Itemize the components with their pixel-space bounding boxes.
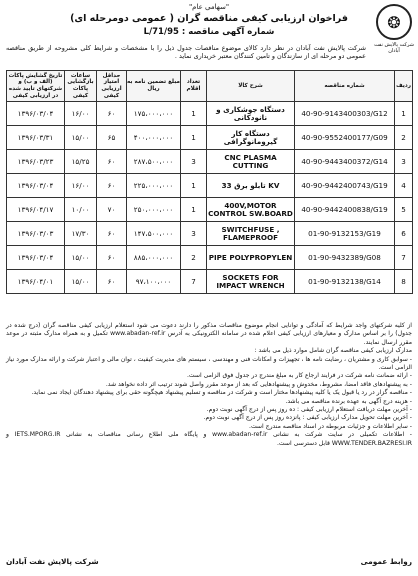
body-paragraph: - به پیشنهادهای فاقد امضا، مشروط، مخدوش و پیشنهادهایی که بعد از موعد مقرر واصل شوند ترتیب اثر داده نخواهد شد. — [105, 380, 412, 388]
item-quantity: 1 — [181, 102, 207, 126]
opening-date: ۱۳۹۶/۰۳/۰۴ — [7, 246, 65, 270]
tender-table — [6, 70, 413, 294]
item-quantity: 1 — [181, 126, 207, 150]
row-number: 2 — [395, 126, 413, 150]
item-quantity: 3 — [181, 222, 207, 246]
item-quantity: 1 — [181, 174, 207, 198]
opening-time: ۱۵/۰۰ — [65, 126, 97, 150]
min-score: ۷۰ — [97, 198, 127, 222]
table-row — [7, 174, 413, 198]
table-row — [7, 126, 413, 150]
header-cell: شرح کالا — [207, 71, 295, 102]
min-score: ۶۰ — [97, 150, 127, 174]
header-cell: تاریخ گشایش پاکات (الف و ب) و شرکتهای تایید شده در ارزیابی کیفی — [7, 71, 65, 102]
min-score: ۶۰ — [97, 102, 127, 126]
row-number: 7 — [395, 246, 413, 270]
body-paragraph: مدارک ارزیابی کیفی مناقصه گران شامل موارد ذیل می باشد : — [254, 347, 412, 355]
flame-icon: ❂ — [387, 12, 401, 32]
table-row — [7, 198, 413, 222]
row-number: 1 — [395, 102, 413, 126]
item-quantity: 7 — [181, 270, 207, 294]
min-score: ۶۰ — [97, 174, 127, 198]
opening-time: ۱۵/۰۰ — [65, 246, 97, 270]
guarantee-amount: ۱۴۷،۵۰۰،۰۰۰ — [127, 222, 181, 246]
tender-number: 40-90-9442400743/G19 — [295, 174, 395, 198]
notice-number: شماره آگهی مناقصه : 95/L/71 — [143, 27, 275, 37]
opening-time: ۱۷/۳۰ — [65, 222, 97, 246]
opening-time: ۱۵/۰۰ — [65, 270, 97, 294]
table-row — [7, 246, 413, 270]
guarantee-amount: ۲۸۷،۵۰۰،۰۰۰ — [127, 150, 181, 174]
body-paragraph: - ارائه ضمانت نامه شرکت در فرایند ارجاع کار به مبلغ مندرج در جدول فوق الزامی است. — [186, 372, 412, 380]
table-row — [7, 270, 413, 294]
guarantee-amount: ۹۷،۱۰۰،۰۰۰ — [127, 270, 181, 294]
notice-body — [6, 322, 412, 448]
guarantee-amount: ۱۷۵،۰۰۰،۰۰۰ — [127, 102, 181, 126]
opening-time: ۱۰/۰۰ — [65, 198, 97, 222]
tender-number: 40-90-9443400372/G14 — [295, 150, 395, 174]
row-number: 3 — [395, 150, 413, 174]
notice-title: فراخوان ارزیابی کیفی مناقصه گران ( عمومی دومرحله ای) — [70, 13, 348, 24]
opening-date: ۱۳۹۶/۰۴/۰۱ — [7, 270, 65, 294]
tender-number: 40-90-9442400838/G19 — [295, 198, 395, 222]
item-description: 400V,MOTOR CONTROL SW.BOARD — [207, 198, 295, 222]
tender-number: 01-90-9432389/G08 — [295, 246, 395, 270]
item-description: دستگاه جوشکاری و نانودکانی — [207, 102, 295, 126]
header-cell: مبلغ تضمین نامه به ریال — [127, 71, 181, 102]
item-description: PIPE POLYPROPYLEN — [207, 246, 295, 270]
opening-date: ۱۳۹۶/۰۴/۱۷ — [7, 198, 65, 222]
tender-number: 01-90-9132138/G14 — [295, 270, 395, 294]
body-paragraph: - اطلاعات تکمیلی در سایت شرکت به نشانی www.abadan-ref.ir و پایگاه ملی اطلاع رسانی مناقصات به نشانی IETS.MPORG.IR و WWW.TENDER.BAZRESI.IR قابل دسترسی است. — [6, 431, 412, 447]
logo-caption: شرکت پالایش نفت آبادان — [374, 42, 414, 54]
body-paragraph: - آخرین مهلت تحویل مدارک ارزیابی کیفی : پانزده روز پس از درج آگهی نوبت دوم. — [203, 414, 412, 422]
item-description: تابلو برق 33 KV — [207, 174, 295, 198]
item-description: SWITCHFUSE , FLAMEPROOF — [207, 222, 295, 246]
item-quantity: 3 — [181, 150, 207, 174]
table-row — [7, 150, 413, 174]
row-number: 5 — [395, 198, 413, 222]
opening-time: ۱۶/۰۰ — [65, 174, 97, 198]
guarantee-amount: ۲۲۵،۰۰۰،۰۰۰ — [127, 174, 181, 198]
opening-time: ۱۵/۲۵ — [65, 150, 97, 174]
opening-time: ۱۶/۰۰ — [65, 102, 97, 126]
guarantee-amount: ۸۸۵،۰۰۰،۰۰۰ — [127, 246, 181, 270]
min-score: ۶۵ — [97, 126, 127, 150]
footer-company: شرکت پالایش نفت آبادان — [6, 557, 99, 566]
tender-number: 01-90-9132153/G19 — [295, 222, 395, 246]
header-cell: حداقل امتیاز ارزیابی کیفی — [97, 71, 127, 102]
min-score: ۶۰ — [97, 270, 127, 294]
table-row — [7, 222, 413, 246]
item-quantity: 2 — [181, 246, 207, 270]
row-number: 6 — [395, 222, 413, 246]
header-cell: شماره مناقصه — [295, 71, 395, 102]
body-paragraph: از کلیه شرکتهای واجد شرایط که آمادگی و توانایی انجام موضوع مناقصات مذکور را دارند دعوت می شود استعلام ارزیابی کیفی مناقصه گران (درج شده در جدول) را بر اساس مدارک و معیارهای ارزیابی کیفی اعلام شده در سامانه الکترونیکی به آدرس www.abadan-ref.ir تکمیل و به همراه مدارک مثبته در موعد مقرر ارسال نمایند. — [6, 322, 412, 346]
opening-date: ۱۳۹۶/۰۳/۰۴ — [7, 102, 65, 126]
header-cell: ردیف — [395, 71, 413, 102]
opening-date: ۱۳۹۶/۰۳/۲۳ — [7, 150, 65, 174]
tender-number: 40-90-9143400303/G12 — [295, 102, 395, 126]
body-paragraph: - آخرین مهلت دریافت استعلام ارزیابی کیفی : ده روز پس از درج آگهی نوبت دوم. — [206, 406, 412, 414]
intro-paragraph: شرکت پالایش نفت آبادان در نظر دارد کالای موضوع مناقصات جدول ذیل را با مشخصات و شرایط کلی مشروحه از طریق مناقصه عمومی دو مرحله ای از سازندگان و تامین کنندگان معتبر خریداری نماید . — [6, 44, 366, 60]
table-row — [7, 102, 413, 126]
guarantee-amount: ۴۰۰،۰۰۰،۰۰۰ — [127, 126, 181, 150]
item-description: دستگاه کار گیرومانوگرافی — [207, 126, 295, 150]
item-description: CNC PLASMA CUTTING — [207, 150, 295, 174]
body-paragraph: - سایر اطلاعات و جزئیات مربوطه در اسناد مناقصه مندرج است. — [249, 422, 412, 430]
body-paragraph: - مناقصه گزار در رد یا قبول یک یا کلیه پیشنهادها مختار است و شرکت در مناقصه و تسلیم پیشنهاد هیچگونه حقی برای پیشنهاد دهندگان ایجاد نمی نماید. — [31, 389, 412, 397]
row-number: 8 — [395, 270, 413, 294]
opening-date: ۱۳۹۶/۰۳/۰۴ — [7, 174, 65, 198]
item-quantity: 1 — [181, 198, 207, 222]
opening-date: ۱۳۹۶/۰۳/۰۳ — [7, 222, 65, 246]
opening-date: ۱۳۹۶/۰۳/۳۱ — [7, 126, 65, 150]
header-cell: ساعات بازگشایی پاکات کیفی — [65, 71, 97, 102]
body-paragraph: - سوابق کاری و مشتریان ، رضایت نامه ها ، تجهیزات و امکانات فنی و مهندسی ، سیستم های مدیریت کیفیت ، توان مالی و اعتبار شرکت و ارائه مدارک مورد نیاز الزامی است. — [6, 355, 412, 372]
row-number: 4 — [395, 174, 413, 198]
footer-department: روابط عمومی — [360, 557, 412, 566]
header-cell: تعداد اقلام — [181, 71, 207, 102]
tender-number: 40-90-9552400177/G09 — [295, 126, 395, 150]
guarantee-amount: ۲۵۰،۰۰۰،۰۰۰ — [127, 198, 181, 222]
notice-type-label: "سهامی عام" — [188, 3, 230, 11]
item-description: SOCKETS FOR IMPACT WRENCH — [207, 270, 295, 294]
body-paragraph: - هزینه درج آگهی به عهده برنده مناقصه می باشد. — [285, 397, 412, 405]
table-header-row — [7, 71, 413, 102]
min-score: ۶۰ — [97, 246, 127, 270]
notice-footer — [6, 557, 412, 566]
min-score: ۶۰ — [97, 222, 127, 246]
